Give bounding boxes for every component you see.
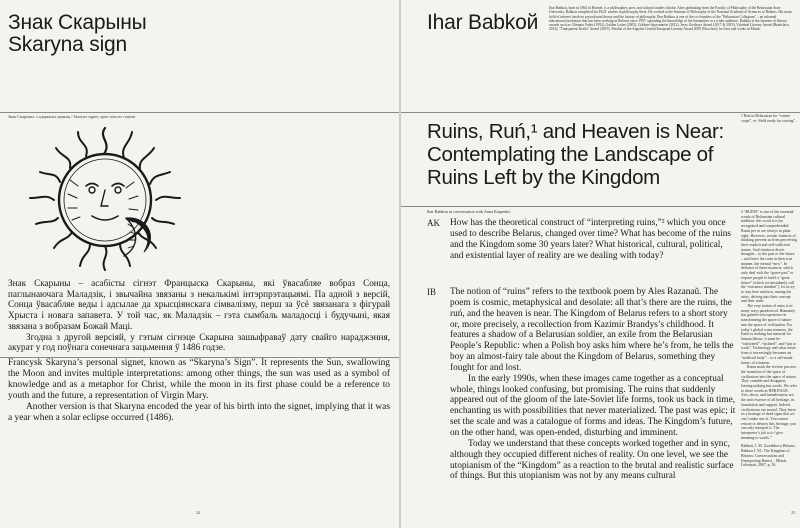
sidenote-3-text: The very notion of ruins is in many ways paradoxical. Humanity has gained rich experience in transforming the space of nature into the space of civilization. For today’s global consciousness, the Earth is nothing but material for human labour; it must be “cultivated”, “utilized”, and “put to work”. Technology and what arises from it increasingly becomes an “artificial body” – or a self-made home, of a human. xyxy=(741,304,797,365)
signet-engraving-icon xyxy=(8,120,203,276)
divider xyxy=(0,112,399,113)
author-bio: Ihar Babkou, born in 1964 in Homiel, is a philosopher, poet, and cultural studies scholar. After graduating from the Faculty of Philosophy of the Belarusian State University, Babkou completed his Ph.D. studies in philosophy there. He worked at the Institute of Philosophy of the National Academy of Sciences of Belarus. His main field of interest involves postcolonial theory and the history of philosophy. Ihar Babkou is one of the co-founders of the "Belarusian Collegium" – an informal educational institution that has been working in Belarus since 1997, spreading the knowledge of the humanities to a wider audience. Babkou is the laureate of literary awards such as Glinnaia Vodes (1992), Golden Letter (2005), Goldner Sporsmartie (2012), Jerzy Giedroyc Award (2017 & 2019), Vyhebral Literary Award (Bratislava, 2014), "Transparent Kesha" Award (2019), Finalist of the Angelus Central European Literary Award 2009 (Wroclaw); he lives and works in Minsk. xyxy=(549,6,792,32)
sidenote-4-text: Ruins mark the reverse process: the transition of the space of civilization into the space of nature. They crumble and disappear, leaving nothing but words. We refer to these words as HERITAGE. Arts, decor, and homelessness are the tacit essence of all heritage, its foundation and support. Indeed, civilizations are mortal. They leave us a heritage of dead signs that we can’t make use of. You cannot restore or destroy this heritage, you can only interpret it. The interpreter’s job is to “give meaning to words.” xyxy=(741,365,798,440)
answer-text xyxy=(450,287,737,482)
byline: Ihar Babkou in conversation with Anna Karpenko xyxy=(427,209,511,214)
page-number: 25 xyxy=(791,510,796,515)
divider xyxy=(401,112,800,113)
right-page xyxy=(401,0,800,528)
divider xyxy=(401,206,800,207)
title-english: Skaryna sign xyxy=(8,33,127,56)
english-paragraph-2: Another version is that Skaryna encoded the year of his birth into the signet, implying that it was a year when a solar eclipse occurred (1486). xyxy=(8,401,390,423)
belarusian-text-block xyxy=(8,278,390,353)
answer-paragraph-2: In the early 1990s, when these images came together as a conceptual whole, things looked confusing, but promising. The ruins that suddenly appeared out of the gloom of the late-Soviet life forms, took us back in time, enchanting us with possibilities that never materialized. The past was epic; it set the scale and was a catalogue of forms and ideas. The Kingdom’s future, on the other hand, was open-ended, disturbing and imminent. xyxy=(450,373,736,438)
image-caption: Знак Скарыны: з адкрытых крыніц / Skaryna signet, open sources content xyxy=(8,114,136,119)
question-block xyxy=(427,218,737,261)
english-text-block xyxy=(8,358,390,423)
footnote-1: 1 Ruń in Belarusian for “winter crops”, or “field ready for sowing”. xyxy=(741,114,797,123)
skaryna-signet-image xyxy=(8,120,203,276)
title-belarusian: Знак Скарыны xyxy=(8,11,147,34)
sidenote-2-text: 2 “RUINS” is one of the essential words of Belarusian cultural tradition: this word is to be recognised and comprehended. Ruins per se are always in plain sight. However, secular instincts of thinking prevent us from perceiving their explicit and self-sufficient nature. Such instincts divert thoughts – to the past or the future – and leave the ruins in their true manner, the eternal “now”. In defiance of these instincts, which only deal with the “grave past” or require people to build a “great future” (which we mistakenly call the “existence mindset”), let us try to stay here and now, among the ruins, delving into their concept and their truth. xyxy=(741,210,797,304)
author-name: Ihar Babkoй xyxy=(427,11,539,34)
answer-paragraph-3: Today we understand that these concepts worked together and in sync, although they occupied different niches of reality. On one level, we see the utopianism of the “Kingdom” as a reaction to the brutal and realistic surface of things. But this utopianism was not by any means cultural xyxy=(450,438,734,482)
question-text: How has the theoretical construct of “interpreting ruins,”² which you once used to describe Belarus, changed over time? What has become of the ruins and the Kingdom some 30 years later? What historical, cultural, political, and existential layer of reality are we dealing with today? xyxy=(450,218,731,261)
english-paragraph-1: Francysk Skaryna’s personal signet, known as “Skaryna’s Sign”. It represents the Sun, swallowing the Moon and invites multiple interpretations: among other things, the sun was used as a symbol of knowledge and as a metaphor for Christ, while the moon in its first phase could be a reference to youth and the future, a representation of Virgin Mary. xyxy=(8,358,390,401)
belarusian-paragraph-2: Згодна з другой версіяй, у гэтым сігнэце Скарына зашыфраваў дату свайго нараджэння, акурат у год поўнага сонечнага зацьмення ў 1486 годзе. xyxy=(8,331,390,353)
sidenote-5-text: Babkoŭ, I. M. Zaсtаbkоvа Belarus. Babkou I. M.: The Kingdom of Belarus: Conversations and (Interpreting Ruins) – Minsk: Lohvinaŭ, 2007, p. 16. xyxy=(741,444,796,468)
answer-block xyxy=(427,287,737,482)
speaker-label-ak: AK xyxy=(427,218,440,228)
sidenote-2 xyxy=(741,210,797,468)
speaker-label-ib: IB xyxy=(427,287,436,297)
left-page xyxy=(0,0,399,528)
article-title: Ruins, Ruń,¹ and Heaven is Near: Contemplating the Landscape of Ruins Left by the Kingdom xyxy=(427,120,724,189)
answer-paragraph-1: The notion of “ruins” refers to the textbook poem by Ales Razanaŭ. The poem is cosmic, metaphysical and desolate: all that’s there are the ruins, the ruń, and the heaven is near. The Kingdom of Belarus refers to a short story or, more precisely, a recollection from Kazimir Brandys’s childhood. It features a shadow of a Belarusian soldier, an exile from the Belarusian People’s Republic: when a Polish boy asks him where he’s from, he tells the boy an almost-fairy tale about the Kingdom of Belarus, something they fought for and lost. xyxy=(450,287,734,373)
page-number: 24 xyxy=(196,510,201,515)
belarusian-paragraph-1: Знак Скарыны – асабісты сігнэт Францыска Скарыны, які ўвасабляе вобраз Сонца, паглынаючага Маладзік, і звычайна звязаны з некалькімі інтэрпрэтацыямі. Па адной з версій, Сонца ўвасабляе веды і адсылае да хрысціянскага сімвалізму, перш за ўсё звязанага з фігурай Хрыста і новага запавета. У той час, як Маладзік – гэта сымбаль маладосці і будучыні, якая звязана з вобразам Божай Маці. xyxy=(8,278,390,331)
